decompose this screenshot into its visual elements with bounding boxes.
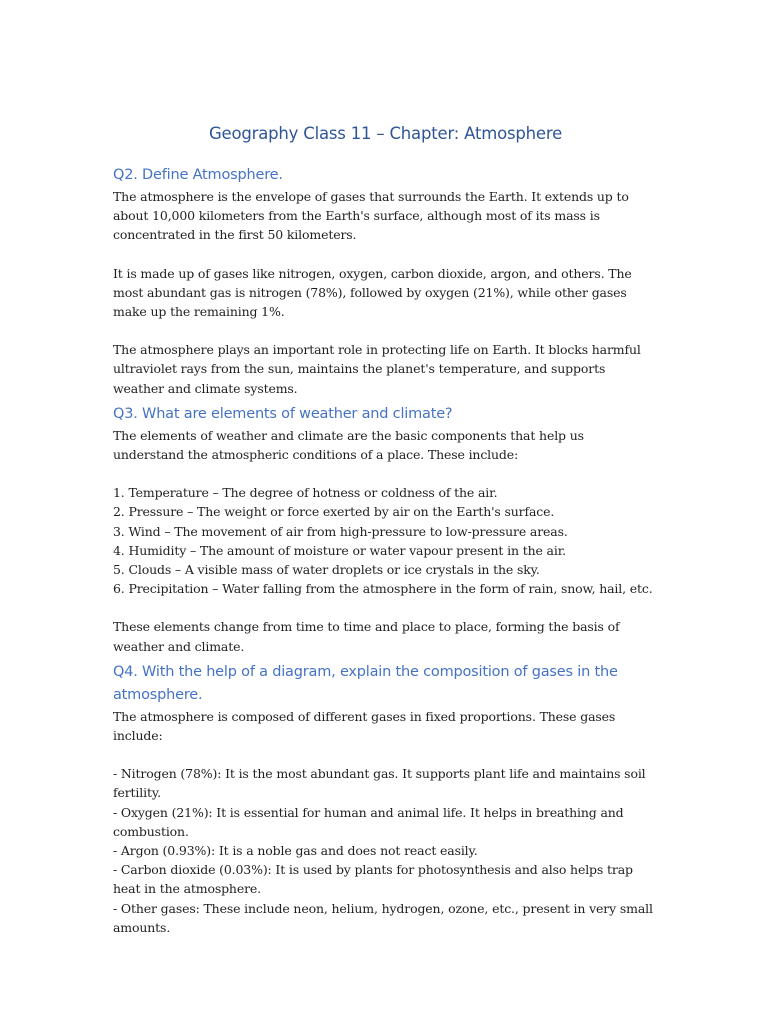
- q3-list-item: 3. Wind – The movement of air from high-pressure to low-pressure areas.: [113, 523, 568, 539]
- q3-heading: Q3. What are elements of weather and climate?: [113, 405, 453, 422]
- q2-paragraph-1: The atmosphere is the envelope of gases that surrounds the Earth. It extends up to about 10,000 kilometers from the Earth's surface, although most of its mass is concentrated in the first 50 kilometers.: [113, 189, 629, 243]
- q3-outro: These elements change from time to time and place to place, forming the basis of weather and climate.: [113, 619, 620, 654]
- q2-paragraph-3: The atmosphere plays an important role in protecting life on Earth. It blocks harmful ultraviolet rays from the sun, maintains the planet's temperature, and supports weather and climate systems.: [113, 342, 641, 396]
- q3-list-item: 4. Humidity – The amount of moisture or water vapour present in the air.: [113, 542, 566, 558]
- q4-intro: The atmosphere is composed of different gases in fixed proportions. These gases include:: [113, 708, 616, 744]
- q3-intro: The elements of weather and climate are the basic components that help us understand the atmospheric conditions of a place. These include:: [113, 427, 584, 463]
- q4-list-item: - Argon (0.93%): It is a noble gas and does not react easily.: [113, 843, 478, 859]
- q2-heading: Q2. Define Atmosphere.: [113, 167, 283, 183]
- q2-paragraph-2: It is made up of gases like nitrogen, oxygen, carbon dioxide, argon, and others. The most abundant gas is nitrogen (78%), followed by oxygen (21%), while other gases make up the remaining 1%.: [113, 265, 632, 320]
- q4-list-item: - Carbon dioxide (0.03%): It is used by plants for photosynthesis and also helps trap heat in the atmosphere.: [113, 862, 633, 897]
- q3-list-item: 2. Pressure – The weight or force exerted by air on the Earth's surface.: [113, 504, 555, 520]
- q4-list-item: - Nitrogen (78%): It is the most abundant gas. It supports plant life and maintains soil fertility.: [113, 766, 646, 801]
- page-title: Geography Class 11 – Chapter: Atmosphere: [208, 124, 563, 143]
- document-body: [113, 124, 658, 937]
- q3-list-item: 6. Precipitation – Water falling from the atmosphere in the form of rain, snow, hail, etc.: [113, 581, 653, 597]
- q3-list-item: 5. Clouds – A visible mass of water droplets or ice crystals in the sky.: [113, 562, 540, 578]
- q4-list-item: - Other gases: These include neon, helium, hydrogen, ozone, etc., present in very small amounts.: [113, 900, 653, 935]
- q4-list-item: - Oxygen (21%): It is essential for human and animal life. It helps in breathing and combustion.: [113, 804, 624, 839]
- q4-heading: Q4. With the help of a diagram, explain the composition of gases in the atmosphere.: [113, 663, 618, 703]
- q3-list-item: 1. Temperature – The degree of hotness or coldness of the air.: [113, 485, 498, 501]
